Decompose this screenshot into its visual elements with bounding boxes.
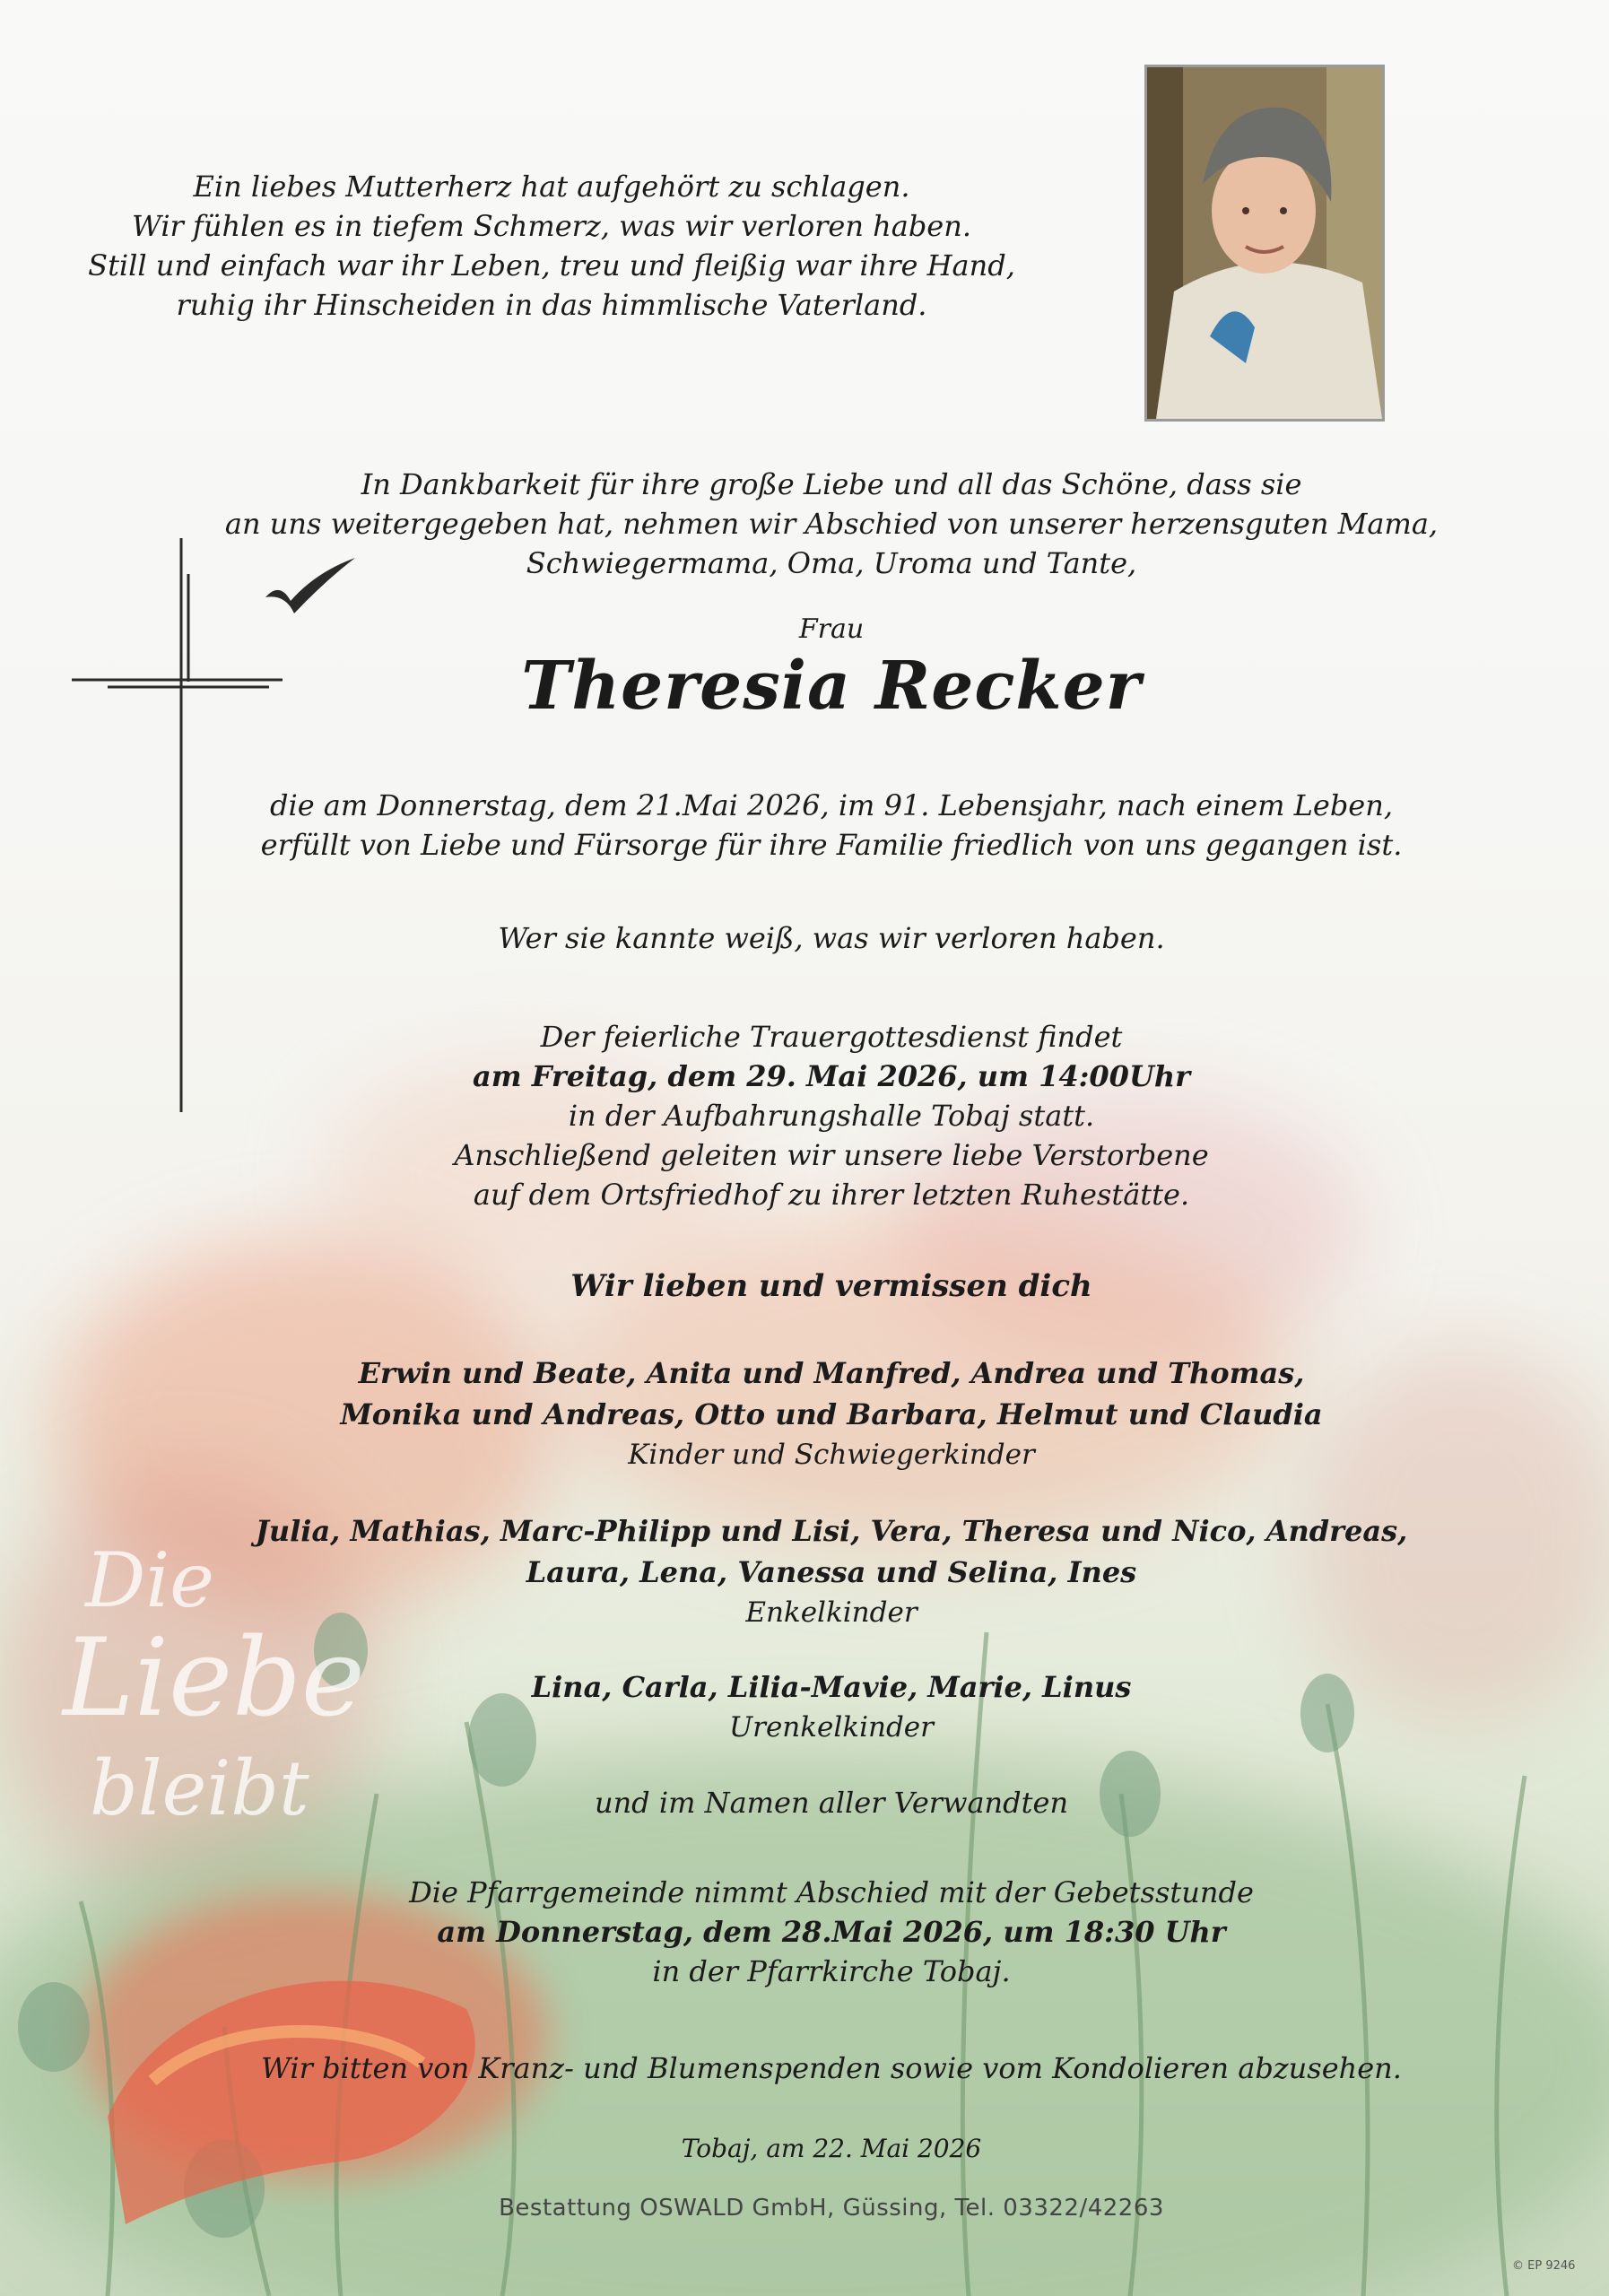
quote: Wer sie kannte weiß, was wir verloren haben. xyxy=(498,921,1165,955)
portrait-photo xyxy=(1144,65,1385,422)
service-line: in der Aufbahrungshalle Tobaj statt. xyxy=(568,1099,1095,1133)
great-grandchildren-relation: Urenkelkinder xyxy=(729,1711,934,1744)
relatives-line: und im Namen aller Verwandten xyxy=(594,1786,1069,1820)
deceased-name: Theresia Recker xyxy=(521,648,1142,725)
intro-line: In Dankbarkeit für ihre große Liebe und all das Schöne, dass sie xyxy=(361,467,1302,501)
death-line: die am Donnerstag, dem 21.Mai 2026, im 91. Lebensjahr, nach einem Leben, xyxy=(269,788,1394,822)
death-line: erfüllt von Liebe und Fürsorge für ihre Familie friedlich von uns gegangen ist. xyxy=(260,828,1403,862)
death-notice xyxy=(27,786,1609,865)
poem xyxy=(0,167,1103,325)
grandchildren-block xyxy=(27,1510,1609,1632)
salutation: Frau xyxy=(798,613,865,645)
place-date: Tobaj, am 22. Mai 2026 xyxy=(681,2134,982,2163)
poem-line: ruhig ihr Hinscheiden in das himmlische Vaterland. xyxy=(176,288,927,322)
poem-line: Still und einfach war ihr Leben, treu und fleißig war ihre Hand, xyxy=(88,248,1015,283)
children-names: Erwin und Beate, Anita und Manfred, Andrea und Thomas, xyxy=(358,1356,1305,1390)
funeral-home: Bestattung OSWALD GmbH, Güssing, Tel. 03322/42263 xyxy=(499,2195,1164,2222)
children-relation: Kinder und Schwiegerkinder xyxy=(628,1439,1035,1471)
grandchildren-names: Julia, Mathias, Marc-Philipp und Lisi, Vera, Theresa und Nico, Andreas, xyxy=(255,1514,1408,1548)
prayer-datetime: am Donnerstag, dem 28.Mai 2026, um 18:30 Uhr xyxy=(437,1915,1226,1949)
intro-line: an uns weitergegeben hat, nehmen wir Abschied von unserer herzensguten Mama, xyxy=(224,507,1439,541)
watermark-word: bleibt xyxy=(90,1744,309,1832)
poem-line: Ein liebes Mutterherz hat aufgehört zu schlagen. xyxy=(193,170,910,204)
service-line: Der feierliche Trauergottesdienst findet xyxy=(540,1020,1123,1054)
great-grandchildren-block xyxy=(27,1666,1609,1747)
love-line: Wir lieben und vermissen dich xyxy=(570,1268,1092,1304)
funeral-service xyxy=(27,1017,1609,1214)
grandchildren-names: Laura, Lena, Vanessa und Selina, Ines xyxy=(526,1555,1137,1589)
donation-request: Wir bitten von Kranz- und Blumenspenden sowie vom Kondolieren abzusehen. xyxy=(261,2051,1402,2085)
prayer-hour xyxy=(27,1873,1609,1991)
intro-text xyxy=(27,465,1609,583)
great-grandchildren-names: Lina, Carla, Lilia-Mavie, Marie, Linus xyxy=(531,1670,1132,1704)
watermark-word: Die xyxy=(85,1536,214,1624)
poem-line: Wir fühlen es in tiefem Schmerz, was wir verloren haben. xyxy=(131,209,972,243)
service-line: Anschließend geleiten wir unsere liebe Verstorbene xyxy=(454,1138,1209,1172)
service-datetime: am Freitag, dem 29. Mai 2026, um 14:00Uhr xyxy=(473,1059,1190,1093)
watermark-word: Liebe xyxy=(63,1616,365,1741)
service-line: auf dem Ortsfriedhof zu ihrer letzten Ruhestätte. xyxy=(473,1178,1190,1212)
intro-line: Schwiegermama, Oma, Uroma und Tante, xyxy=(526,546,1137,580)
prayer-line: in der Pfarrkirche Tobaj. xyxy=(652,1954,1011,1988)
children-block xyxy=(27,1352,1609,1474)
children-names: Monika und Andreas, Otto und Barbara, Helmut und Claudia xyxy=(340,1397,1323,1431)
product-code: © EP 9246 xyxy=(1512,2259,1576,2273)
grandchildren-relation: Enkelkinder xyxy=(745,1596,918,1629)
prayer-line: Die Pfarrgemeinde nimmt Abschied mit der Gebetsstunde xyxy=(409,1875,1254,1909)
